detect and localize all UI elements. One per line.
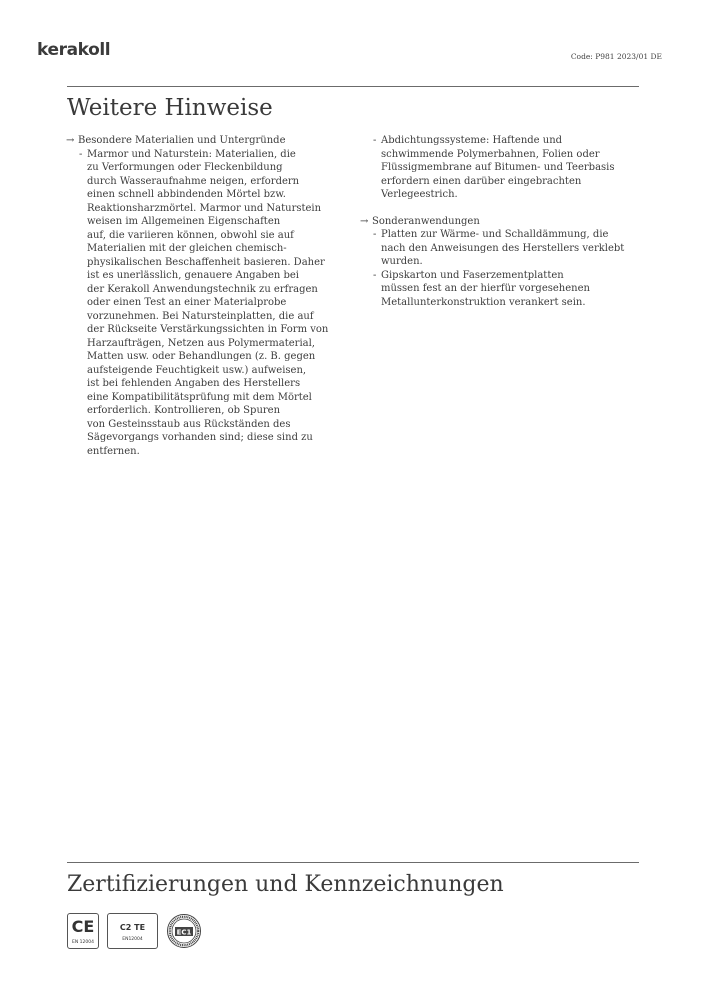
text-line: Verlegeestrich.: [381, 189, 458, 200]
ce-standard-label: EN 12004: [72, 940, 94, 945]
text-line: Matten usw. oder Behandlungen (z. B. gegen: [87, 351, 316, 362]
text-line: aufsteigende Feuchtigkeit usw.) aufweisen,: [87, 364, 307, 376]
text-line: Materialien mit der gleichen chemisch-: [87, 243, 287, 254]
text-line: oder einen Test an einer Materialprobe: [87, 297, 287, 308]
text-line: von Gesteinsstaub aus Rückständen des: [87, 418, 291, 430]
kerakoll-logo: kerakoll: [37, 40, 111, 60]
arrow-right-icon: →: [66, 135, 75, 146]
section-heading: Besondere Materialien und Untergründe: [78, 135, 286, 146]
ce-mark-icon: [67, 913, 99, 949]
c2te-badge-icon: [107, 913, 158, 949]
text-line: wurden.: [381, 256, 423, 267]
bottom-divider: [67, 862, 639, 863]
ec1-label: EC1: [176, 928, 192, 937]
text-line: müssen fest an der hierfür vorgesehenen: [381, 283, 590, 294]
dash-bullet: -: [79, 148, 83, 160]
text-line: Marmor und Naturstein: Materialien, die: [87, 148, 296, 160]
text-line: Harzaufträgen, Netzen aus Polymermaterial,: [87, 337, 315, 349]
list-item-marble-natural-stone: [66, 148, 356, 459]
text-line: einen schnell abbindenden Mörtel bzw.: [87, 189, 286, 200]
arrow-right-icon: →: [360, 215, 369, 227]
text-line: Flüssigmembrane auf Bitumen- und Teerbasis: [381, 162, 615, 173]
text-line: der Kerakoll Anwendungstechnik zu erfragen: [87, 283, 318, 295]
text-line: Gipskarton und Faserzementplatten: [381, 269, 564, 281]
text-line: zu Verformungen oder Fleckenbildung: [87, 162, 283, 173]
list-item-insulation-panels: [360, 228, 645, 269]
document-code: Code: P981 2023/01 DE: [570, 52, 662, 61]
certification-badges: [67, 913, 202, 949]
spacer: [360, 202, 645, 215]
text-line: ist es unerlässlich, genauere Angaben bei: [87, 270, 299, 281]
c2te-standard-label: EN12004: [122, 937, 143, 942]
text-line: Reaktionsharzmörtel. Marmor und Naturstein: [87, 202, 322, 214]
text-line: erforderlich. Kontrollieren, ob Spuren: [87, 405, 281, 416]
text-line: vorzunehmen. Bei Natursteinplatten, die auf: [87, 310, 314, 322]
list-item-plasterboard: [360, 269, 645, 310]
c2te-label: C2 TE: [119, 923, 146, 932]
top-divider: [67, 86, 639, 87]
text-line: weisen im Allgemeinen Eigenschaften: [87, 216, 281, 227]
emicode-ec1-seal-icon: [166, 913, 202, 949]
text-line: Sägevorgangs vorhanden sind; diese sind zu: [87, 432, 313, 443]
text-line: schwimmende Polymerbahnen, Folien oder: [381, 148, 600, 160]
dash-bullet: -: [373, 229, 377, 240]
text-line: Platten zur Wärme- und Schalldämmung, die: [381, 229, 609, 240]
text-line: Metallunterkonstruktion verankert sein.: [381, 296, 586, 308]
section-special-applications: [360, 215, 645, 229]
certifications-title: Zertifizierungen und Kennzeichnungen: [67, 872, 504, 897]
text-line: Abdichtungssysteme: Haftende und: [381, 135, 563, 146]
text-line: durch Wasseraufnahme neigen, erfordern: [87, 175, 300, 187]
text-line: auf, die variieren können, obwohl sie auf: [87, 229, 294, 241]
text-line: ist bei fehlenden Angaben des Herstellers: [87, 378, 301, 389]
section-special-materials: [66, 134, 356, 148]
section-heading: Sonderanwendungen: [372, 215, 480, 227]
text-line: der Rückseite Verstärkungssichten in Form von: [87, 324, 329, 335]
notes-column-left: [66, 134, 356, 458]
list-item-waterproofing: [360, 134, 645, 202]
notes-title: Weitere Hinweise: [67, 95, 273, 121]
text-line: eine Kompatibilitätsprüfung mit dem Mörtel: [87, 391, 312, 403]
text-line: entfernen.: [87, 445, 140, 457]
text-line: erfordern einen darüber eingebrachten: [381, 175, 582, 187]
dash-bullet: -: [373, 135, 377, 146]
text-line: physikalischen Beschaffenheit basieren. Daher: [87, 256, 325, 268]
text-line: nach den Anweisungen des Herstellers verklebt: [381, 242, 625, 254]
dash-bullet: -: [373, 269, 377, 281]
ce-mark-label: CE: [71, 917, 95, 936]
notes-column-right: [360, 134, 645, 309]
